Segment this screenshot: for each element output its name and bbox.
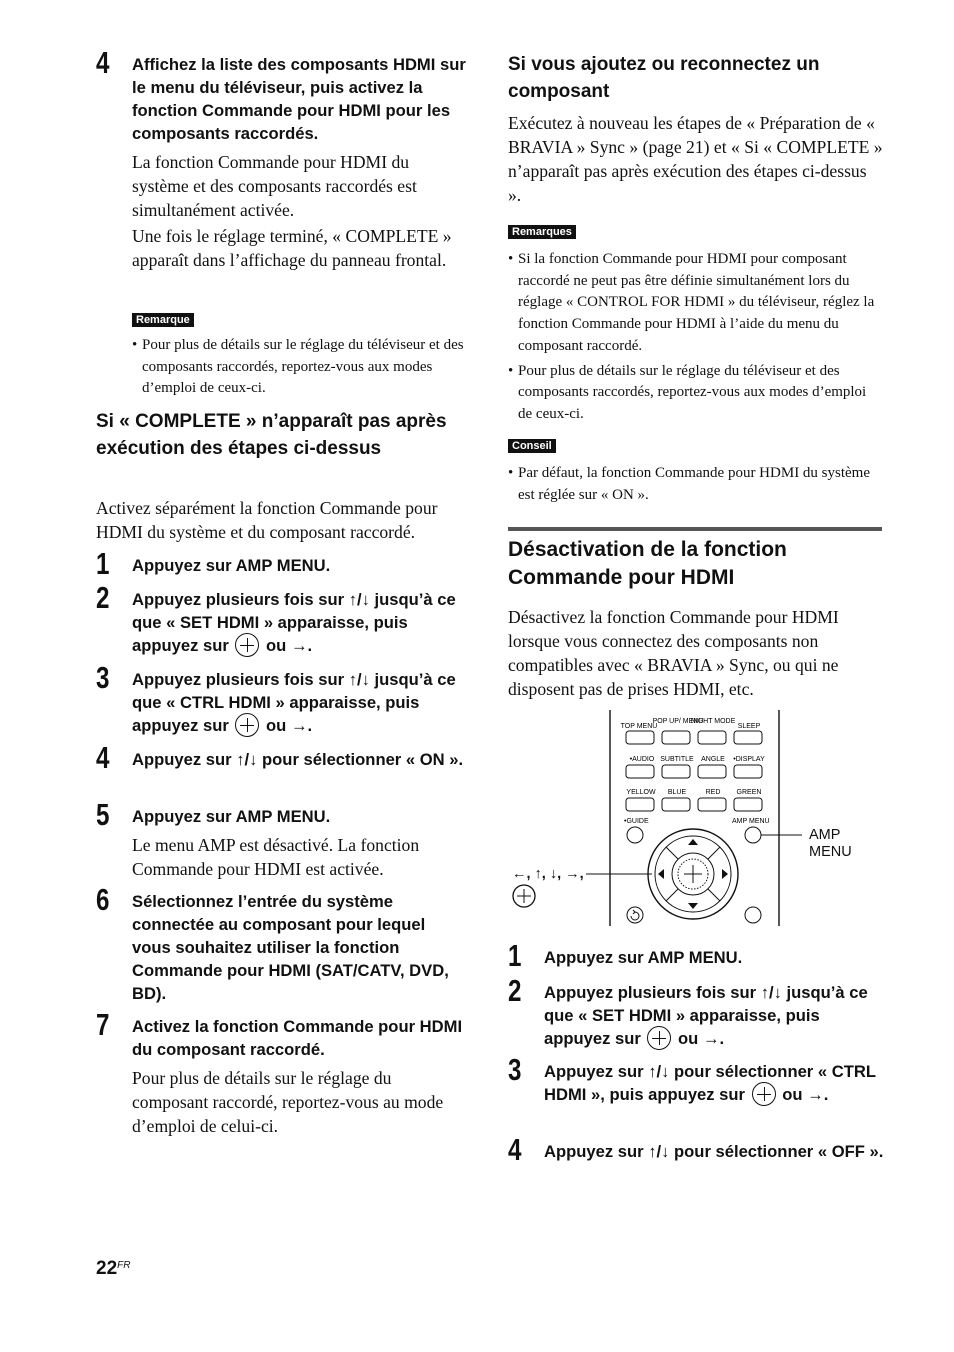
- step-title: Appuyez plusieurs fois sur ↑/↓ jusqu’à ce que « CTRL HDMI » apparaisse, puis appuyez sur ou →.: [132, 670, 456, 735]
- step-number: 2: [96, 580, 110, 615]
- subtitle-button: [662, 765, 690, 778]
- right-arrow-icon: →: [807, 1085, 824, 1104]
- step-number: 4: [96, 740, 110, 775]
- enter-button-icon: [752, 1082, 776, 1106]
- return-button: [627, 907, 643, 923]
- remote-label-popup-menu: POP UP/ MENU: [652, 718, 704, 725]
- remote-label-blue: BLUE: [667, 789, 687, 796]
- note-item: • Pour plus de détails sur le réglage du téléviseur et des composants raccordés, reportez-vous aux modes d’emploi de ceux-ci.: [508, 361, 884, 426]
- up-down-arrows-icon: ↑/↓: [760, 983, 782, 1002]
- step-title: Appuyez sur ↑/↓ pour sélectionner « ON ».: [132, 750, 464, 769]
- amp-menu-button: [745, 827, 761, 843]
- up-down-arrows-icon: ↑/↓: [648, 1062, 670, 1081]
- step-4-on: [96, 740, 468, 775]
- step-body: [132, 150, 468, 272]
- step-body-paragraph: Une fois le réglage terminé, « COMPLETE » apparaît dans l’affichage du panneau frontal.: [132, 226, 452, 270]
- step-2: [96, 580, 468, 657]
- enter-button-icon: [235, 633, 259, 657]
- remote-label-angle: ANGLE: [701, 756, 725, 763]
- options-button: [745, 907, 761, 923]
- remote-label-red: RED: [705, 789, 721, 796]
- step-number: 1: [96, 546, 110, 581]
- step-number: 7: [96, 1007, 110, 1042]
- step-number: 3: [96, 660, 110, 695]
- step-4-hdmi-list: [96, 45, 468, 272]
- note-item: • Pour plus de détails sur le réglage du téléviseur et des composants raccordés, reportez-vous aux modes d’emploi de ceux-ci.: [132, 335, 468, 400]
- step-number: 5: [96, 797, 110, 832]
- step-title: Appuyez sur AMP MENU.: [132, 807, 331, 826]
- remote-label-audio: •AUDIO: [629, 756, 655, 763]
- up-down-arrows-icon: ↑/↓: [236, 750, 258, 769]
- remote-drawing: [508, 708, 884, 930]
- remote-control-illustration: [508, 708, 884, 930]
- section-title: Désactivation de la fonction Commande pour HDMI: [508, 538, 787, 589]
- step-1: [508, 938, 884, 973]
- notes-list: [508, 249, 884, 426]
- top-menu-button: [626, 731, 654, 744]
- note-list: [132, 335, 468, 400]
- step-number: 4: [96, 45, 110, 80]
- step-title: Appuyez sur ↑/↓ pour sélectionner « OFF ».: [544, 1142, 884, 1161]
- remote-label-yellow: YELLOW: [626, 789, 656, 796]
- step-3: [508, 1052, 884, 1106]
- tip-item: • Par défaut, la fonction Commande pour HDMI du système est réglée sur « ON ».: [508, 463, 884, 506]
- step-1: [96, 546, 468, 581]
- blue-button: [662, 798, 690, 811]
- remote-label-green: GREEN: [736, 789, 762, 796]
- step-4-off: [508, 1132, 884, 1167]
- step-body: Pour plus de détails sur le réglage du composant raccordé, reportez-vous au mode d’emploi de celui-ci.: [132, 1068, 444, 1136]
- page-number: $22^{FR}$: [96, 1258, 131, 1279]
- popup-menu-button: [662, 731, 690, 744]
- angle-button: [698, 765, 726, 778]
- tip-list: [508, 463, 884, 506]
- display-button: [734, 765, 762, 778]
- night-mode-button: [698, 731, 726, 744]
- note-item: • Si la fonction Commande pour HDMI pour composant raccordé ne peut pas être définie simultanément lors du réglage « CONTROL FOR HDMI » du téléviseur, réglez la fonction Commande pour HDMI à l’aide du menu du composant raccordé.: [508, 249, 884, 358]
- sleep-button: [734, 731, 762, 744]
- remote-label-guide: •GUIDE: [624, 818, 649, 825]
- section-heading: Si vous ajoutez ou reconnectez un composant: [508, 54, 820, 102]
- up-down-arrows-icon: ↑/↓: [348, 590, 370, 609]
- step-number: 4: [508, 1132, 522, 1167]
- step-6: [96, 882, 468, 1005]
- tip-tag: Conseil: [508, 439, 556, 453]
- yellow-button: [626, 798, 654, 811]
- step-title: Affichez la liste des composants HDMI sur le menu du téléviseur, puis activez la fonction Commande pour HDMI pour les composants raccordés.: [132, 55, 466, 143]
- callout-amp-menu: AMP MENU: [809, 827, 852, 860]
- step-title: Sélectionnez l’entrée du système connectée au composant pour lequel vous souhaitez utiliser la fonction Commande pour HDMI (SAT/CATV, DVD, BD).: [132, 892, 449, 1003]
- remote-label-night-mode: NIGHT MODE: [690, 718, 736, 725]
- callout-arrow-keys: ←, ↑, ↓, →,: [512, 866, 584, 882]
- step-body-paragraph: La fonction Commande pour HDMI du système et des composants raccordés est simultanément activée.: [132, 152, 417, 220]
- enter-button-icon: [647, 1026, 671, 1050]
- guide-button: [627, 827, 643, 843]
- green-button: [734, 798, 762, 811]
- step-title: Appuyez sur ↑/↓ pour sélectionner « CTRL HDMI », puis appuyez sur ou →.: [544, 1062, 876, 1104]
- step-title: Appuyez sur AMP MENU.: [544, 948, 743, 967]
- step-number: 1: [508, 938, 522, 973]
- remote-label-subtitle: SUBTITLE: [660, 756, 694, 763]
- step-number: 3: [508, 1052, 522, 1087]
- step-title: Appuyez plusieurs fois sur ↑/↓ jusqu’à ce que « SET HDMI » apparaisse, puis appuyez sur ou →.: [132, 590, 456, 655]
- remote-label-amp-menu: AMP MENU: [732, 818, 770, 825]
- enter-button-icon: [235, 713, 259, 737]
- audio-button: [626, 765, 654, 778]
- remote-label-display: •DISPLAY: [733, 756, 765, 763]
- section-intro: Activez séparément la fonction Commande pour HDMI du système et du composant raccordé.: [96, 498, 438, 542]
- notes-block: [508, 222, 884, 426]
- right-arrow-icon: →: [702, 1029, 720, 1048]
- step-5: [96, 797, 468, 881]
- tip-block: [508, 436, 884, 506]
- section-paragraph: Désactivez la fonction Commande pour HDMI lorsque vous connectez des composants non compatibles avec « BRAVIA » Sync, ou qui ne disposent pas de prises HDMI, etc.: [508, 607, 839, 699]
- up-down-arrows-icon: ↑/↓: [348, 670, 370, 689]
- step-7: [96, 1007, 468, 1138]
- up-down-arrows-icon: ↑/↓: [648, 1142, 670, 1161]
- right-arrow-icon: →: [290, 716, 308, 735]
- right-arrow-icon: →: [290, 636, 308, 655]
- step-number: 2: [508, 973, 522, 1008]
- step-title: Activez la fonction Commande pour HDMI du composant raccordé.: [132, 1017, 463, 1059]
- section-paragraph: Exécutez à nouveau les étapes de « Préparation de « BRAVIA » Sync » (page 21) et « Si « COMPLETE » n’apparaît pas après exécution des étapes ci-dessus ».: [508, 113, 883, 205]
- section-divider: [508, 527, 882, 531]
- step-title: Appuyez plusieurs fois sur ↑/↓ jusqu’à ce que « SET HDMI » apparaisse, puis appuyez sur ou →.: [544, 983, 868, 1048]
- step-title: Appuyez sur AMP MENU.: [132, 556, 331, 575]
- section-heading: Si « COMPLETE » n’apparaît pas après exécution des étapes ci-dessus: [96, 411, 447, 459]
- step-2: [508, 973, 884, 1050]
- step-number: 6: [96, 882, 110, 917]
- red-button: [698, 798, 726, 811]
- notes-tag: Remarques: [508, 225, 576, 239]
- step-body: Le menu AMP est désactivé. La fonction Commande pour HDMI est activée.: [132, 835, 420, 879]
- note-block: [132, 310, 468, 400]
- remote-label-top-menu: TOP MENU: [620, 723, 658, 730]
- remote-label-sleep: SLEEP: [737, 723, 761, 730]
- note-tag: Remarque: [132, 313, 194, 327]
- step-3: [96, 660, 468, 737]
